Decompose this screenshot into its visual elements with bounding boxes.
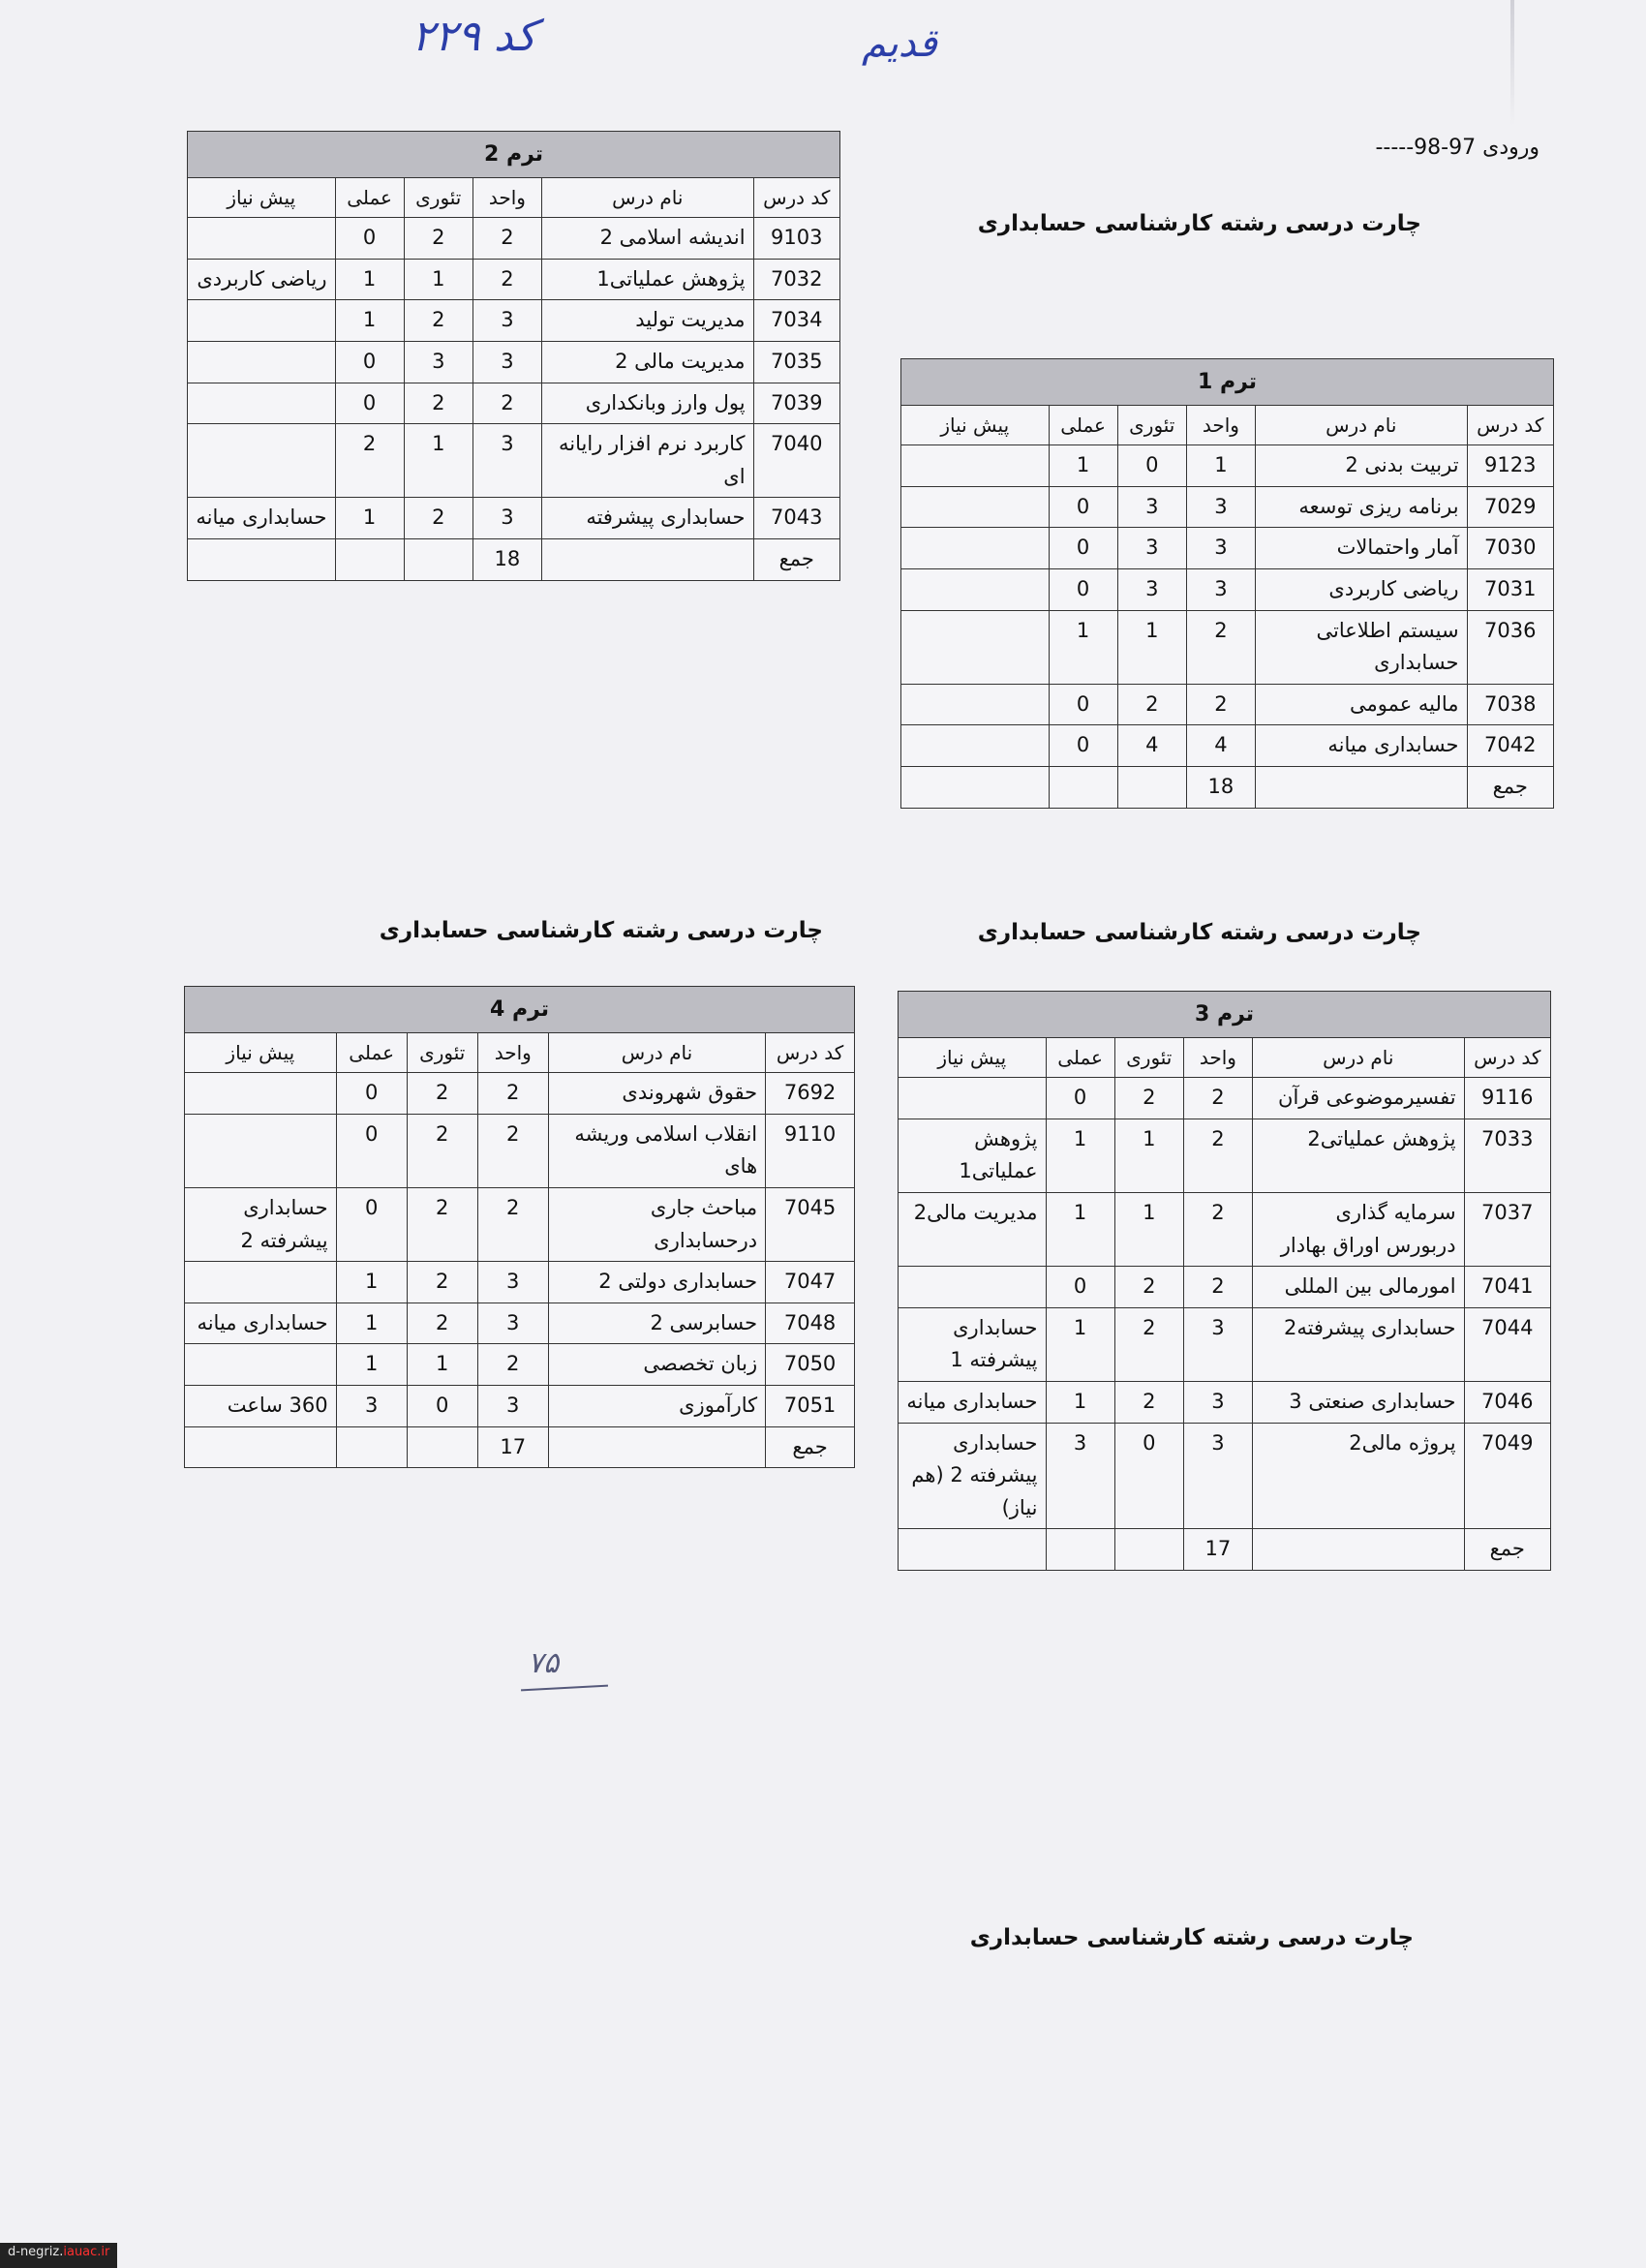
course-name: حسابداری دولتی 2 [548,1262,765,1303]
total-empty-cell [188,538,336,580]
course-name: ریاضی کاربردی [1255,568,1467,610]
course-code: 7045 [766,1187,855,1261]
course-code: 7040 [753,424,839,498]
course-code: 7051 [766,1385,855,1426]
term-4-header-row [185,1033,855,1073]
course-theory: 2 [404,218,472,260]
course-units: 3 [472,341,541,383]
course-practical: 3 [1046,1423,1114,1529]
course-name: برنامه ریزی توسعه [1255,486,1467,528]
column-header-units: واحد [1186,406,1255,445]
course-theory: 2 [1117,684,1186,725]
course-name: پروژه مالی2 [1252,1423,1464,1529]
table-row [899,1078,1551,1119]
table-row [188,498,840,539]
course-prerequisite: حسابداری میانه [188,498,336,539]
course-units: 2 [477,1073,548,1115]
table-row [899,1192,1551,1266]
course-theory: 2 [404,383,472,424]
course-practical: 0 [1049,486,1117,528]
course-practical: 1 [1049,610,1117,684]
column-header-practical: عملی [335,178,404,218]
course-units: 4 [1186,725,1255,767]
course-prerequisite: حسابداری پیشرفته 1 [899,1307,1047,1381]
term-4-title: ترم 4 [185,987,855,1033]
course-theory: 3 [1117,528,1186,569]
table-row [185,1114,855,1187]
course-name: تربیت بدنی 2 [1255,445,1467,487]
course-theory: 2 [1114,1381,1183,1423]
total-empty-cell [899,1529,1047,1571]
column-header-theory: تئوری [1114,1038,1183,1078]
column-header-code: کد درس [753,178,839,218]
course-practical: 0 [1046,1267,1114,1308]
table-row [188,383,840,424]
course-prerequisite: مدیریت مالی2 [899,1192,1047,1266]
course-prerequisite [185,1114,337,1187]
term-2-title: ترم 2 [188,132,840,178]
column-header-theory: تئوری [404,178,472,218]
total-label: جمع [1467,766,1553,808]
course-code: 7043 [753,498,839,539]
table-row [901,486,1554,528]
course-units: 2 [472,218,541,260]
course-code: 7032 [753,259,839,300]
course-code: 7030 [1467,528,1553,569]
course-prerequisite [899,1078,1047,1119]
total-empty-cell [1114,1529,1183,1571]
course-practical: 0 [335,218,404,260]
course-practical: 1 [1046,1307,1114,1381]
term-2-total-row [188,538,840,580]
table-row [185,1344,855,1386]
course-name: مباحث جاری درحسابداری [548,1187,765,1261]
course-prerequisite: پژوهش عملیاتی1 [899,1119,1047,1192]
course-units: 3 [1183,1307,1252,1381]
course-name: زبان تخصصی [548,1344,765,1386]
course-name: امورمالی بین المللی [1252,1267,1464,1308]
course-code: 7034 [753,300,839,342]
course-units: 3 [1186,486,1255,528]
course-theory: 3 [1117,568,1186,610]
course-theory: 2 [407,1303,477,1344]
handwritten-code-note: کد ۲۲۹ [412,12,536,61]
column-header-theory: تئوری [407,1033,477,1073]
course-theory: 0 [407,1385,477,1426]
course-theory: 1 [407,1344,477,1386]
total-empty-cell [541,538,753,580]
course-units: 3 [1183,1423,1252,1529]
course-theory: 0 [1117,445,1186,487]
term-3-header-row [899,1038,1551,1078]
course-name: مالیه عمومی [1255,684,1467,725]
column-header-units: واحد [477,1033,548,1073]
course-units: 2 [477,1344,548,1386]
course-practical: 0 [1046,1078,1114,1119]
column-header-theory: تئوری [1117,406,1186,445]
term-3-title-row [899,992,1551,1038]
course-units: 2 [1186,610,1255,684]
course-units: 3 [472,498,541,539]
course-name: حقوق شهروندی [548,1073,765,1115]
column-header-units: واحد [1183,1038,1252,1078]
course-prerequisite [185,1344,337,1386]
course-units: 3 [1186,568,1255,610]
course-practical: 2 [335,424,404,498]
table-row [185,1385,855,1426]
course-name: حسابداری پیشرفته [541,498,753,539]
course-name: سرمایه گذاری دربورس اوراق بهادار [1252,1192,1464,1266]
term-4-total-row [185,1426,855,1468]
course-prerequisite [901,528,1050,569]
course-name: انقلاب اسلامی وریشه های [548,1114,765,1187]
chart-title-term4: چارت درسی رشته کارشناسی حسابداری [379,918,823,943]
term-3-title: ترم 3 [899,992,1551,1038]
course-practical: 0 [336,1187,407,1261]
course-name: حسابرسی 2 [548,1303,765,1344]
column-header-units: واحد [472,178,541,218]
chart-title-bottom: چارت درسی رشته کارشناسی حسابداری [969,1925,1414,1950]
course-practical: 1 [335,300,404,342]
course-prerequisite [188,218,336,260]
course-code: 9123 [1467,445,1553,487]
page-edge-shadow [1510,0,1514,126]
handwritten-page-note: ۷۵ [528,1646,560,1680]
course-code: 7037 [1464,1192,1550,1266]
course-units: 2 [477,1187,548,1261]
total-label: جمع [753,538,839,580]
course-practical: 1 [336,1344,407,1386]
course-code: 7049 [1464,1423,1550,1529]
course-name: اندیشه اسلامی 2 [541,218,753,260]
term-4-table [184,986,855,1468]
table-row [188,424,840,498]
course-name: تفسیرموضوعی قرآن [1252,1078,1464,1119]
course-name: کاربرد نرم افزار رایانه ای [541,424,753,498]
total-empty-cell [336,1426,407,1468]
course-practical: 1 [336,1262,407,1303]
source-watermark [0,2243,117,2268]
chart-title-term3: چارت درسی رشته کارشناسی حسابداری [977,920,1421,945]
term-2-table [187,131,840,581]
course-prerequisite: حسابداری میانه [185,1303,337,1344]
total-empty-cell [407,1426,477,1468]
course-code: 7692 [766,1073,855,1115]
course-units: 2 [1186,684,1255,725]
term-1-title-row [901,359,1554,406]
course-prerequisite [188,341,336,383]
total-label: جمع [1464,1529,1550,1571]
course-code: 7036 [1467,610,1553,684]
total-empty-cell [1046,1529,1114,1571]
course-units: 2 [1183,1078,1252,1119]
course-code: 7033 [1464,1119,1550,1192]
course-code: 7031 [1467,568,1553,610]
table-row [185,1303,855,1344]
course-name: آمار واحتمالات [1255,528,1467,569]
course-name: حسابداری پیشرفته2 [1252,1307,1464,1381]
course-code: 7046 [1464,1381,1550,1423]
table-row [185,1073,855,1115]
course-theory: 1 [404,259,472,300]
total-empty-cell [548,1426,765,1468]
course-name: مدیریت تولید [541,300,753,342]
total-empty-cell [185,1426,337,1468]
table-row [188,259,840,300]
course-name: پژوهش عملیاتی2 [1252,1119,1464,1192]
term-1-title: ترم 1 [901,359,1554,406]
table-row [185,1262,855,1303]
course-prerequisite [188,300,336,342]
course-code: 7029 [1467,486,1553,528]
course-prerequisite [899,1267,1047,1308]
table-row [901,725,1554,767]
course-code: 9110 [766,1114,855,1187]
course-practical: 3 [336,1385,407,1426]
total-empty-cell [1252,1529,1464,1571]
column-header-prerequisite: پیش نیاز [185,1033,337,1073]
course-theory: 4 [1117,725,1186,767]
term-2-title-row [188,132,840,178]
course-practical: 0 [1049,568,1117,610]
table-row [188,218,840,260]
column-header-name: نام درس [548,1033,765,1073]
course-theory: 2 [407,1262,477,1303]
course-theory: 1 [1114,1119,1183,1192]
table-row [185,1187,855,1261]
course-code: 7041 [1464,1267,1550,1308]
course-name: حسابداری میانه [1255,725,1467,767]
total-empty-cell [335,538,404,580]
course-theory: 2 [407,1073,477,1115]
course-units: 3 [472,300,541,342]
course-theory: 0 [1114,1423,1183,1529]
term-1-header-row [901,406,1554,445]
column-header-name: نام درس [1255,406,1467,445]
table-row [901,684,1554,725]
course-units: 2 [1183,1267,1252,1308]
term-4-title-row [185,987,855,1033]
total-units: 18 [472,538,541,580]
watermark-prefix: d-negriz. [8,2245,64,2259]
term-1-total-row [901,766,1554,808]
term-3-table [898,991,1551,1571]
course-code: 7042 [1467,725,1553,767]
column-header-name: نام درس [1252,1038,1464,1078]
course-prerequisite [901,486,1050,528]
course-theory: 1 [1114,1192,1183,1266]
column-header-practical: عملی [1049,406,1117,445]
course-theory: 2 [407,1187,477,1261]
course-prerequisite [188,424,336,498]
course-practical: 0 [336,1114,407,1187]
table-row [899,1119,1551,1192]
course-code: 7039 [753,383,839,424]
course-name: سیستم اطلاعاتی حسابداری [1255,610,1467,684]
table-row [901,445,1554,487]
course-prerequisite: حسابداری میانه [899,1381,1047,1423]
course-units: 3 [1183,1381,1252,1423]
course-practical: 0 [1049,528,1117,569]
course-theory: 1 [404,424,472,498]
course-practical: 0 [1049,725,1117,767]
table-row [901,568,1554,610]
course-name: پول وارز وبانکداری [541,383,753,424]
course-practical: 0 [335,341,404,383]
course-code: 9116 [1464,1078,1550,1119]
course-prerequisite [901,684,1050,725]
course-name: پژوهش عملیاتی1 [541,259,753,300]
course-prerequisite [901,568,1050,610]
table-row [901,528,1554,569]
course-prerequisite [185,1262,337,1303]
course-code: 9103 [753,218,839,260]
course-theory: 3 [404,341,472,383]
term-2-header-row [188,178,840,218]
course-practical: 0 [335,383,404,424]
total-units: 18 [1186,766,1255,808]
column-header-prerequisite: پیش نیاز [899,1038,1047,1078]
table-row [188,300,840,342]
total-empty-cell [1255,766,1467,808]
table-row [899,1381,1551,1423]
course-theory: 3 [1117,486,1186,528]
course-theory: 2 [1114,1267,1183,1308]
table-row [899,1423,1551,1529]
total-empty-cell [1117,766,1186,808]
column-header-code: کد درس [766,1033,855,1073]
course-code: 7047 [766,1262,855,1303]
course-theory: 2 [404,498,472,539]
total-empty-cell [1049,766,1117,808]
table-row [901,610,1554,684]
course-practical: 0 [336,1073,407,1115]
total-empty-cell [404,538,472,580]
course-code: 7044 [1464,1307,1550,1381]
course-theory: 2 [1114,1078,1183,1119]
course-prerequisite [188,383,336,424]
course-units: 1 [1186,445,1255,487]
course-theory: 2 [404,300,472,342]
course-prerequisite [185,1073,337,1115]
course-practical: 1 [1046,1119,1114,1192]
course-units: 2 [1183,1192,1252,1266]
course-units: 2 [1183,1119,1252,1192]
column-header-code: کد درس [1467,406,1553,445]
course-theory: 2 [1114,1307,1183,1381]
chart-title-term1: چارت درسی رشته کارشناسی حسابداری [977,211,1421,236]
course-name: کارآموزی [548,1385,765,1426]
column-header-name: نام درس [541,178,753,218]
course-code: 7035 [753,341,839,383]
course-theory: 2 [407,1114,477,1187]
course-practical: 1 [335,498,404,539]
course-prerequisite [901,445,1050,487]
handwritten-underline [521,1685,608,1692]
course-practical: 0 [1049,684,1117,725]
column-header-practical: عملی [1046,1038,1114,1078]
course-units: 3 [477,1385,548,1426]
course-units: 3 [477,1262,548,1303]
course-code: 7050 [766,1344,855,1386]
total-units: 17 [477,1426,548,1468]
course-name: حسابداری صنعتی 3 [1252,1381,1464,1423]
column-header-prerequisite: پیش نیاز [901,406,1050,445]
term-1-table [900,358,1554,809]
course-practical: 1 [335,259,404,300]
course-units: 3 [1186,528,1255,569]
course-units: 2 [472,383,541,424]
table-row [188,341,840,383]
handwritten-old-note: قدیم [862,21,937,66]
course-prerequisite: ریاضی کاربردی [188,259,336,300]
total-units: 17 [1183,1529,1252,1571]
course-practical: 1 [336,1303,407,1344]
course-units: 3 [477,1303,548,1344]
column-header-practical: عملی [336,1033,407,1073]
course-prerequisite: حسابداری پیشرفته 2 [185,1187,337,1261]
course-prerequisite [901,725,1050,767]
table-row [899,1307,1551,1381]
table-row [899,1267,1551,1308]
course-code: 7048 [766,1303,855,1344]
column-header-prerequisite: پیش نیاز [188,178,336,218]
course-practical: 1 [1046,1381,1114,1423]
total-empty-cell [901,766,1050,808]
course-practical: 1 [1046,1192,1114,1266]
course-prerequisite: 360 ساعت [185,1385,337,1426]
term-3-total-row [899,1529,1551,1571]
watermark-domain: iauac.ir [63,2245,110,2259]
total-label: جمع [766,1426,855,1468]
column-header-code: کد درس [1464,1038,1550,1078]
course-units: 2 [477,1114,548,1187]
course-theory: 1 [1117,610,1186,684]
course-practical: 1 [1049,445,1117,487]
course-code: 7038 [1467,684,1553,725]
course-units: 2 [472,259,541,300]
entry-year-label: ورودی 97-98----- [1375,136,1539,160]
course-name: مدیریت مالی 2 [541,341,753,383]
course-prerequisite [901,610,1050,684]
course-units: 3 [472,424,541,498]
course-prerequisite: حسابداری پیشرفته 2 (هم نیاز) [899,1423,1047,1529]
